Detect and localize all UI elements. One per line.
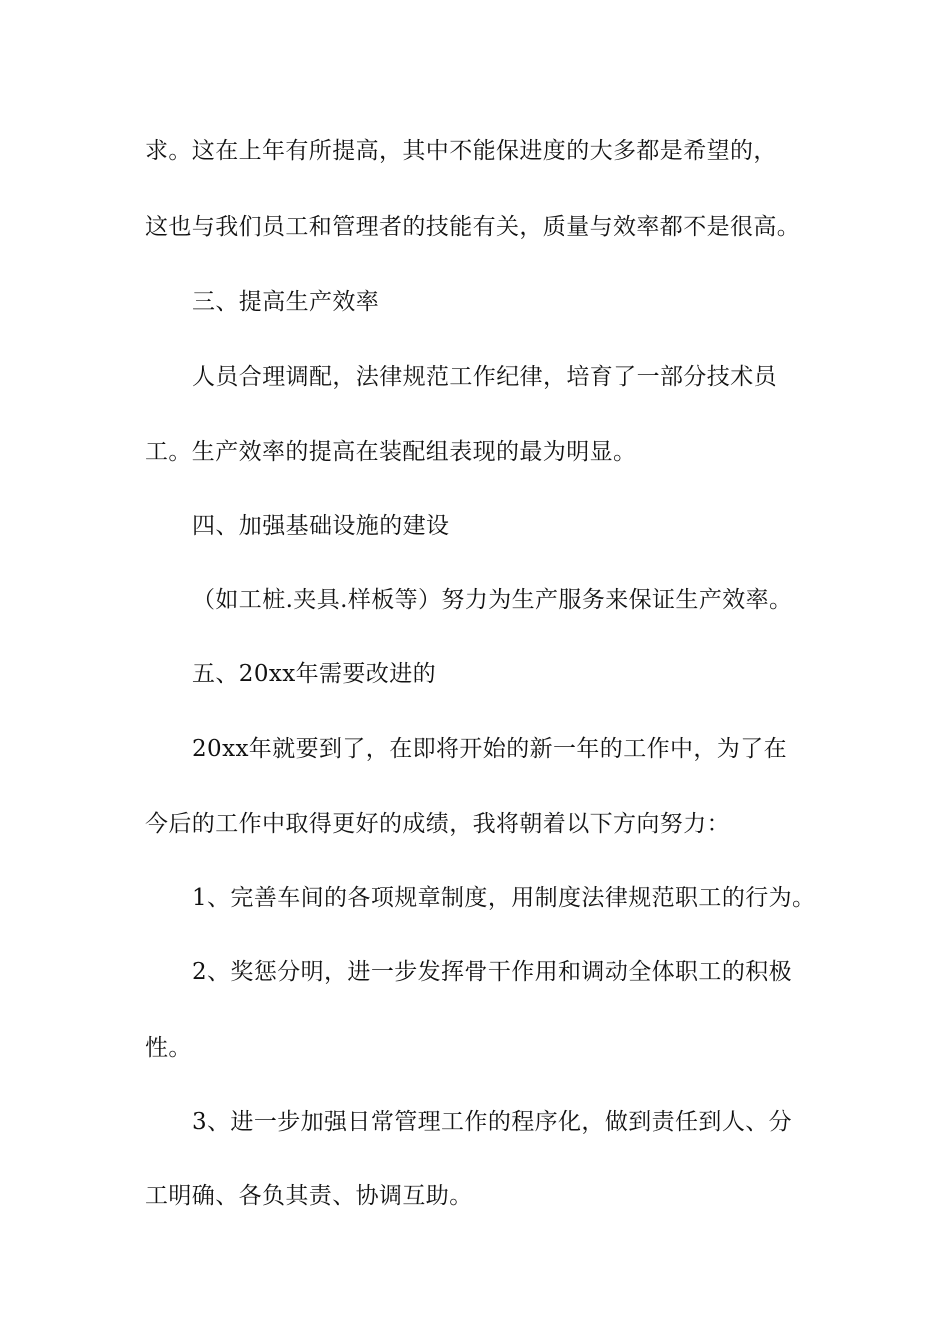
- list-item-2: 2、奖惩分明，进一步发挥骨干作用和调动全体职工的积极: [192, 959, 793, 985]
- list-item-2-continued: 性。: [145, 1035, 192, 1061]
- text-line-10: 今后的工作中取得更好的成绩，我将朝着以下方向努力：: [145, 811, 730, 837]
- list-item-3: 3、进一步加强日常管理工作的程序化，做到责任到人、分: [192, 1109, 793, 1135]
- text-line-5: 工。生产效率的提高在装配组表现的最为明显。: [145, 439, 637, 465]
- list-item-1: 1、完善车间的各项规章制度，用制度法律规范职工的行为。: [192, 885, 816, 911]
- text-line-4: 人员合理调配，法律规范工作纪律，培育了一部分技术员: [192, 364, 777, 390]
- section-heading-5: 五、20xx年需要改进的: [192, 661, 437, 687]
- text-line-2: 这也与我们员工和管理者的技能有关，质量与效率都不是很高。: [145, 214, 801, 240]
- section-heading-3: 三、提高生产效率: [192, 289, 380, 315]
- section-heading-4: 四、加强基础设施的建设: [192, 513, 450, 539]
- text-line-1: 求。这在上年有所提高，其中不能保进度的大多都是希望的，: [145, 138, 777, 164]
- text-line-7: （如工桩.夹具.样板等）努力为生产服务来保证生产效率。: [192, 587, 793, 613]
- text-line-9: 20xx年就要到了，在即将开始的新一年的工作中，为了在: [192, 736, 788, 762]
- list-item-3-continued: 工明确、各负其责、协调互助。: [145, 1183, 473, 1209]
